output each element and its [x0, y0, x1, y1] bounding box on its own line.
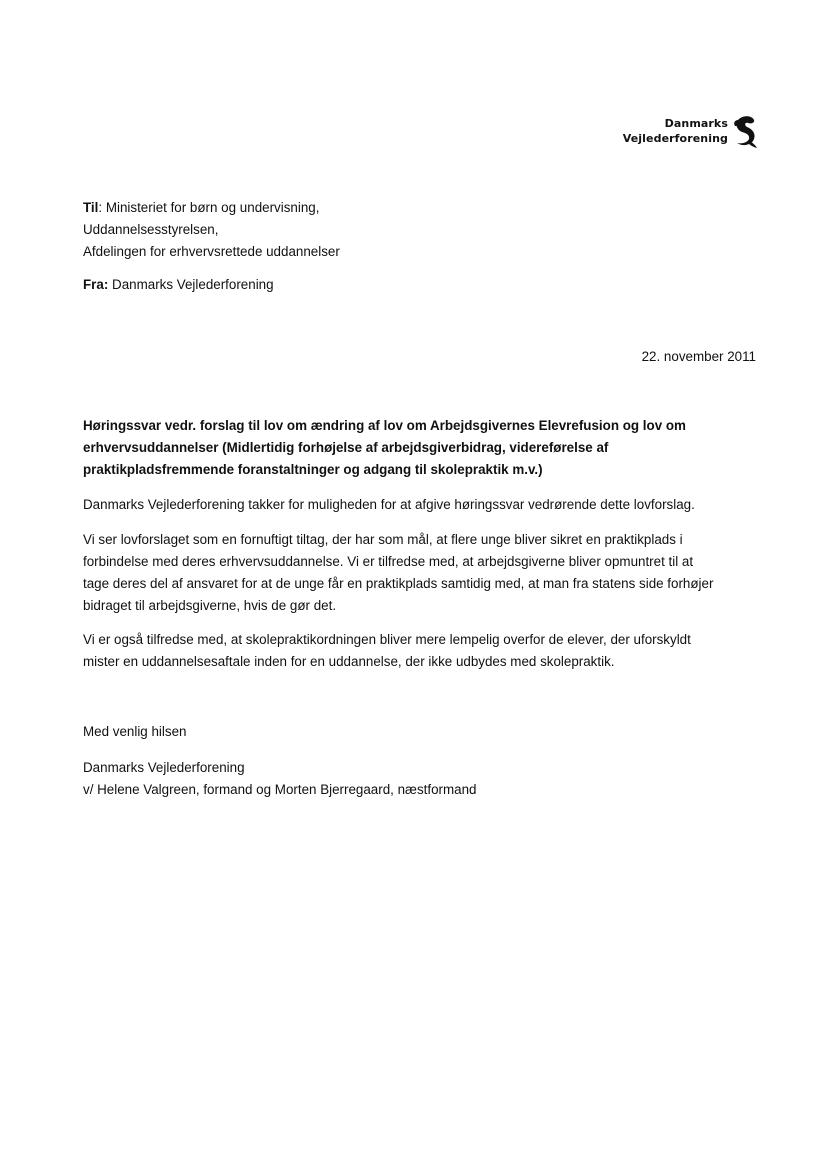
paragraph-line: Vi er også tilfredse med, at skolepraktikordningen bliver mere lempelig overfor de elever, der uforskyldt: [83, 632, 691, 647]
sender-value: Danmarks Vejlederforening: [112, 277, 274, 292]
paragraph-line: forbindelse med deres erhvervsuddannelse. Vi er tilfredse med, at arbejdsgiverne bliver opmuntret til at: [83, 554, 694, 569]
paragraph-line: Danmarks Vejlederforening takker for muligheden for at afgive høringssvar vedrørende dette lovforslag.: [83, 497, 695, 512]
signature-block: [83, 757, 763, 801]
recipient-line-3: Afdelingen for erhvervsrettede uddannelser: [83, 244, 340, 259]
paragraph-line: mister en uddannelsesaftale inden for en uddannelse, der ikke udbydes med skolepraktik.: [83, 654, 615, 669]
recipient-line-2: Uddannelsesstyrelsen,: [83, 222, 219, 237]
signature-organization: Danmarks Vejlederforening: [83, 760, 245, 775]
logo-swirl-icon: [732, 114, 758, 148]
paragraph-line: Vi ser lovforslaget som en fornuftigt tiltag, der har som mål, at flere unge bliver sikret en praktikplads i: [83, 532, 683, 547]
sender-label: Fra:: [83, 277, 109, 292]
logo-line-2: Vejlederforening: [622, 132, 728, 145]
organization-logo: [600, 114, 760, 154]
subject-line-3: praktikpladsfremmende foranstaltninger og adgang til skolepraktik m.v.): [83, 462, 543, 477]
paragraph-line: bidraget til arbejdsgiverne, hvis de gør det.: [83, 598, 337, 613]
recipient-block: [83, 197, 763, 263]
signature-names: v/ Helene Valgreen, formand og Morten Bjerregaard, næstformand: [83, 782, 477, 797]
recipient-line-1: Til: Ministeriet for børn og undervisning,: [83, 200, 320, 215]
paragraph-1: [83, 494, 763, 516]
closing-text: Med venlig hilsen: [83, 724, 187, 739]
subject-line-2: erhvervsuddannelser (Midlertidig forhøjelse af arbejdsgiverbidrag, videreførelse af: [83, 440, 609, 455]
recipient-value-1: Ministeriet for børn og undervisning,: [105, 200, 320, 215]
recipient-label: Til: [83, 200, 99, 215]
paragraph-3: [83, 629, 763, 673]
closing-greeting: [83, 721, 763, 743]
subject-line-1: Høringssvar vedr. forslag til lov om ændring af lov om Arbejdsgivernes Elevrefusion og lov om: [83, 418, 686, 433]
logo-wordmark: [623, 116, 728, 146]
paragraph-2: [83, 529, 763, 617]
paragraph-line: tage deres del af ansvaret for at de unge får en praktikplads samtidig med, at man fra statens side forhøjer: [83, 576, 714, 591]
letter-date: 22. november 2011: [641, 349, 756, 364]
sender-line: [83, 274, 763, 296]
sender-block: [83, 274, 763, 296]
logo-line-1: Danmarks: [664, 117, 728, 130]
subject-heading: [83, 415, 763, 481]
